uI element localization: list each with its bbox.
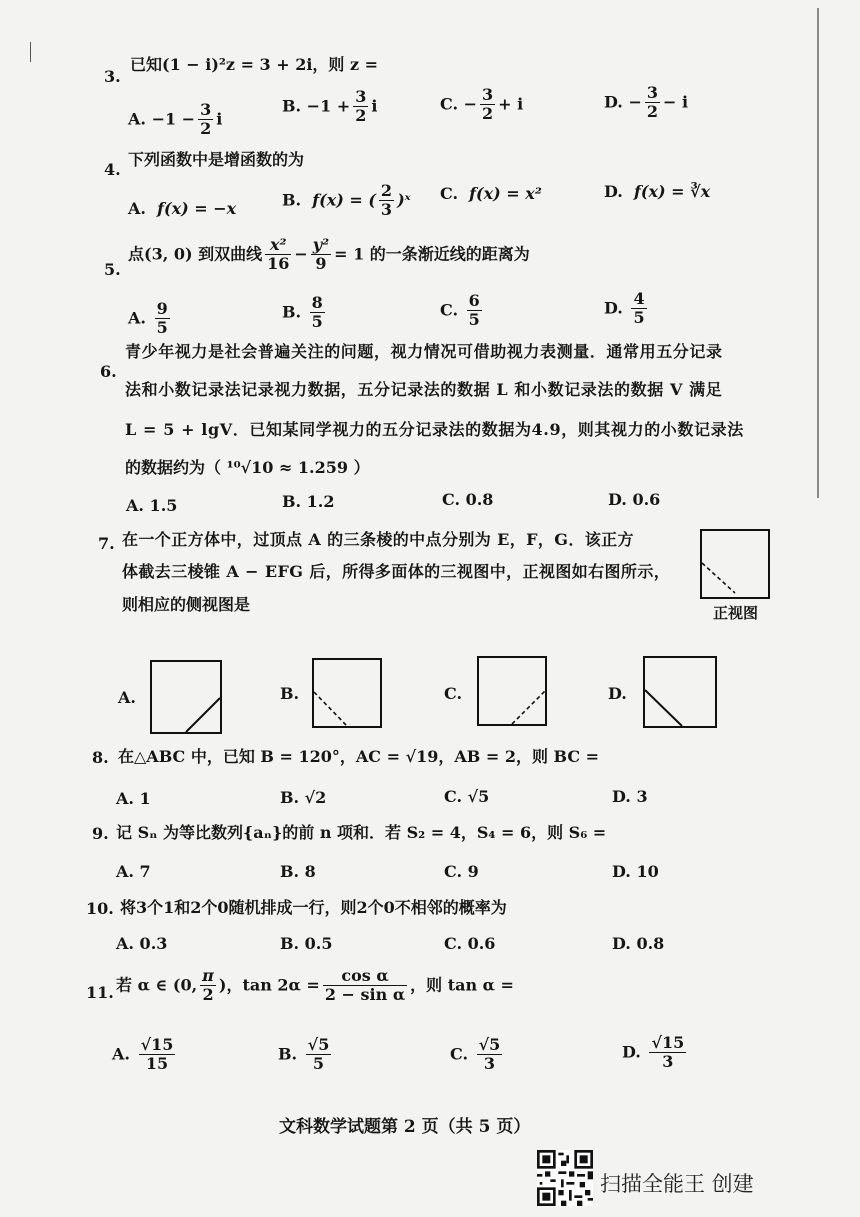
q3-option-d[interactable] bbox=[604, 84, 688, 122]
q6-option-d[interactable]: D. 0.6 bbox=[608, 490, 661, 509]
q8-option-a[interactable]: A. 1 bbox=[116, 789, 151, 808]
option-label: B. bbox=[282, 96, 302, 116]
q6-line-1: 青少年视力是社会普遍关注的问题，视力情况可借助视力表测量．通常用五分记录 bbox=[125, 342, 723, 361]
option-label: D. bbox=[604, 92, 623, 112]
fraction: $\frac{\text{x²}}{16}$ bbox=[267, 235, 290, 274]
fraction: $\frac{9}{5}$ bbox=[156, 299, 168, 338]
q4-option-a[interactable] bbox=[128, 201, 236, 217]
q6-number: 6. bbox=[100, 362, 117, 381]
q10-number: 10. bbox=[86, 899, 114, 918]
q8-option-d[interactable]: D. 3 bbox=[612, 787, 648, 806]
fraction: $\frac{3}{2}$ bbox=[482, 85, 494, 124]
q3-option-c[interactable] bbox=[440, 86, 523, 124]
option-label: B. bbox=[282, 302, 302, 322]
fraction: $\frac{3}{2}$ bbox=[355, 87, 367, 126]
q7-line-2: 体截去三棱锥 A − EFG 后，所得多面体的三视图中，正视图如右图所示， bbox=[122, 562, 671, 581]
q7-option-d-label[interactable]: D. bbox=[608, 684, 627, 703]
q3-stem: 已知(1 − i)²z = 3 + 2i，则 z = bbox=[130, 55, 379, 74]
q11-option-b[interactable] bbox=[278, 1036, 334, 1074]
front-view-dashed-line bbox=[702, 531, 768, 597]
dashed-line bbox=[314, 660, 380, 726]
q4-option-c[interactable] bbox=[440, 186, 542, 202]
q3-number: 3. bbox=[104, 67, 121, 86]
q5-option-c[interactable] bbox=[440, 292, 485, 330]
q5-number: 5. bbox=[104, 260, 121, 279]
option-label: A. bbox=[112, 1044, 130, 1064]
option-label: A. bbox=[128, 308, 146, 328]
option-text: − bbox=[628, 92, 642, 112]
q8-option-b[interactable]: B. √2 bbox=[280, 788, 327, 807]
fraction: $\frac{√5}{3}$ bbox=[478, 1035, 501, 1074]
q10-option-a[interactable]: A. 0.3 bbox=[116, 934, 168, 953]
q7-option-c-figure[interactable] bbox=[477, 656, 547, 726]
option-text: f(x) = ∛x bbox=[634, 182, 711, 201]
fraction: $\frac{\pi}{2}$ bbox=[202, 966, 214, 1005]
q4-option-d[interactable] bbox=[604, 184, 710, 200]
fraction: $\frac{√5}{5}$ bbox=[307, 1035, 330, 1074]
fraction: $\frac{3}{2}$ bbox=[646, 83, 658, 122]
front-view-figure bbox=[700, 529, 770, 599]
fraction: $\frac{√15}{15}$ bbox=[140, 1035, 174, 1074]
option-text: i bbox=[371, 96, 378, 116]
q7-option-a-figure[interactable] bbox=[150, 660, 222, 734]
option-text: − i bbox=[663, 92, 689, 112]
option-text: −1 + bbox=[306, 96, 351, 116]
fraction: $\frac{8}{5}$ bbox=[311, 293, 323, 332]
option-label: C. bbox=[440, 300, 459, 320]
dashed-line bbox=[479, 658, 545, 724]
q6-option-c[interactable]: C. 0.8 bbox=[442, 490, 494, 509]
option-label: C. bbox=[440, 184, 459, 203]
margin-mark bbox=[30, 42, 31, 62]
q5-option-b[interactable] bbox=[282, 294, 328, 332]
option-text: −1 − bbox=[151, 109, 196, 129]
q7-option-d-figure[interactable] bbox=[643, 656, 717, 728]
q11-option-c[interactable] bbox=[450, 1036, 505, 1074]
fraction: $\frac{6}{5}$ bbox=[468, 291, 480, 330]
q4-stem: 下列函数中是增函数的为 bbox=[128, 150, 305, 169]
q5-option-a[interactable] bbox=[128, 300, 173, 338]
fraction: $\frac{2}{3}$ bbox=[380, 181, 393, 220]
option-label: D. bbox=[604, 298, 623, 318]
fraction: $\frac{\text{cos α}}{\text{2 − sin α}}$ bbox=[324, 966, 406, 1005]
solid-line bbox=[152, 662, 220, 732]
q9-option-d[interactable]: D. 10 bbox=[612, 862, 659, 881]
q7-option-b-label[interactable]: B. bbox=[280, 684, 300, 703]
q6-line-2: 法和小数记录法记录视力数据，五分记录法的数据 L 和小数记录法的数据 V 满足 bbox=[125, 380, 723, 399]
q6-line-3: L = 5 + lgV．已知某同学视力的五分记录法的数据为4.9，则其视力的小数记录法 bbox=[125, 420, 744, 439]
option-label: A. bbox=[128, 199, 146, 218]
fraction: $\frac{√15}{3}$ bbox=[651, 1033, 685, 1072]
option-label: D. bbox=[622, 1042, 641, 1062]
option-text: − bbox=[463, 94, 478, 114]
option-label: C. bbox=[450, 1044, 469, 1064]
q7-line-3: 则相应的侧视图是 bbox=[122, 595, 251, 614]
q9-number: 9. bbox=[92, 824, 109, 843]
q11-option-d[interactable] bbox=[622, 1034, 689, 1072]
fraction: $\frac{4}{5}$ bbox=[633, 289, 645, 328]
q7-option-c-label[interactable]: C. bbox=[444, 684, 463, 703]
page-footer: 文科数学试题第 2 页（共 5 页） bbox=[279, 1117, 531, 1137]
qr-code-icon bbox=[537, 1150, 593, 1206]
q8-number: 8. bbox=[92, 748, 109, 767]
scanner-watermark: 扫描全能王 创建 bbox=[600, 1172, 754, 1196]
q9-stem: 记 Sₙ 为等比数列{aₙ}的前 n 项和．若 S₂ = 4，S₄ = 6，则 S₆ = bbox=[116, 823, 607, 842]
q10-option-c[interactable]: C. 0.6 bbox=[444, 934, 496, 953]
option-label: C. bbox=[440, 94, 459, 114]
option-text: + i bbox=[498, 94, 524, 114]
front-view-caption: 正视图 bbox=[713, 604, 759, 622]
q3-option-a[interactable] bbox=[128, 101, 222, 139]
q9-option-b[interactable]: B. 8 bbox=[280, 862, 316, 881]
q5-option-d[interactable] bbox=[604, 290, 650, 328]
q10-stem: 将3个1和2个0随机排成一行，则2个0不相邻的概率为 bbox=[120, 898, 507, 917]
q7-option-a-label[interactable]: A. bbox=[118, 688, 136, 707]
option-text: f(x) = −x bbox=[157, 199, 237, 218]
q11-number: 11. bbox=[86, 983, 114, 1002]
page-edge-line bbox=[817, 8, 819, 498]
option-text: f(x) = ( bbox=[312, 190, 376, 210]
q8-option-c[interactable]: C. √5 bbox=[444, 787, 490, 806]
fraction: $\frac{\text{y²}}{9}$ bbox=[312, 235, 330, 274]
q11-stem: 若 α ∈ (0, $\frac{\pi}{2}$ )，tan 2α = $\frac{\text{cos α}}{\text{2 − sin α}}$ ，则 tan α = bbox=[116, 966, 514, 1005]
q9-option-c[interactable]: C. 9 bbox=[444, 862, 479, 881]
q10-option-b[interactable]: B. 0.5 bbox=[280, 934, 333, 953]
q7-line-1: 在一个正方体中，过顶点 A 的三条棱的中点分别为 E，F，G．该正方 bbox=[122, 530, 634, 549]
q4-option-b[interactable] bbox=[282, 182, 411, 220]
option-text: i bbox=[216, 109, 223, 129]
q5-stem: 点(3, 0) 到双曲线 $\frac{\text{x²}}{16}$ − $\frac{\text{y²}}{9}$ = 1 的一条渐近线的距离为 bbox=[128, 235, 530, 274]
q6-option-a[interactable]: A. 1.5 bbox=[126, 496, 178, 515]
q4-number: 4. bbox=[104, 160, 121, 179]
q7-number: 7. bbox=[98, 534, 115, 553]
q7-option-b-figure[interactable] bbox=[312, 658, 382, 728]
solid-line bbox=[645, 658, 715, 726]
q3-option-b[interactable] bbox=[282, 88, 377, 126]
option-label: B. bbox=[282, 190, 302, 210]
option-text: )ˣ bbox=[397, 190, 411, 210]
option-text: f(x) = x² bbox=[469, 184, 542, 203]
q6-line-4: 的数据约为（ ¹⁰√10 ≈ 1.259 ） bbox=[125, 458, 370, 477]
q10-option-d[interactable]: D. 0.8 bbox=[612, 934, 665, 953]
q11-option-a[interactable] bbox=[112, 1036, 178, 1074]
q6-option-b[interactable]: B. 1.2 bbox=[282, 492, 335, 511]
option-label: B. bbox=[278, 1044, 298, 1064]
fraction: $\frac{3}{2}$ bbox=[200, 100, 212, 139]
option-label: D. bbox=[604, 182, 623, 201]
option-label: A. bbox=[128, 109, 146, 129]
q9-option-a[interactable]: A. 7 bbox=[116, 862, 151, 881]
q8-stem: 在△ABC 中，已知 B = 120°，AC = √19，AB = 2，则 BC = bbox=[118, 747, 600, 766]
